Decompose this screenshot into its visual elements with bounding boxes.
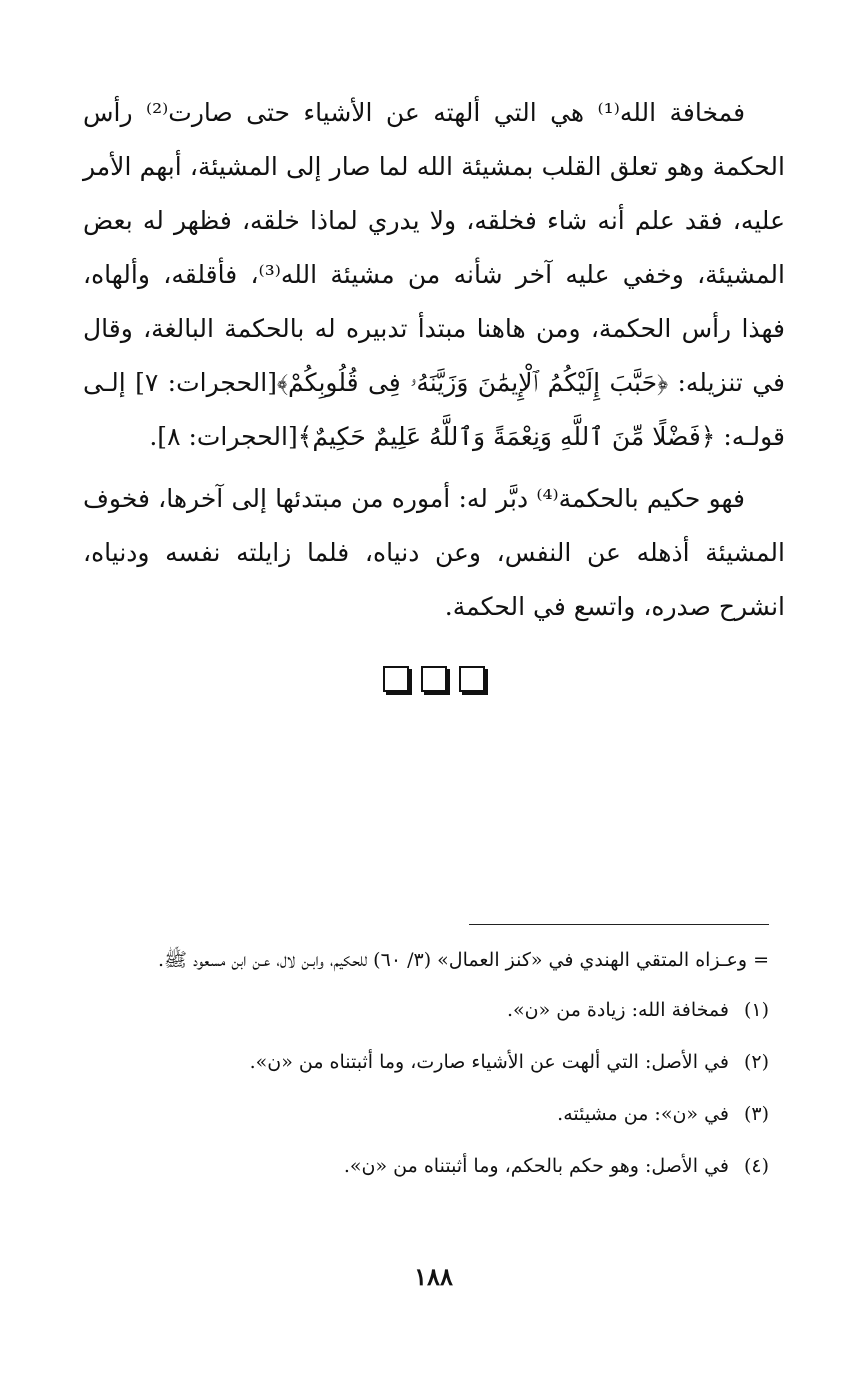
footnote-text: في الأصل: التي ألهت عن الأشياء صارت، وما أثبتناه من «ن». (249, 1051, 729, 1073)
footnote-number: (٤) (743, 1155, 769, 1177)
footnote-number: (١) (743, 999, 769, 1021)
footnote-continuation: = وعـزاه المتقي الهندي في «كنز العمال» (٣/ ٦٠) للحكيم، وابـن لال، عـن ابن مسعود ﷺ. (157, 949, 769, 971)
footnote-number: (٣) (743, 1103, 769, 1125)
footnote-item (89, 1096, 769, 1132)
ornament-square-icon (421, 666, 447, 692)
footnote-item (89, 992, 769, 1028)
ornament-square-icon (383, 666, 409, 692)
footnote-text: في الأصل: وهو حكم بالحكم، وما أثبتناه من «ن». (343, 1155, 729, 1177)
main-text (83, 86, 785, 634)
ornament-square-icon (459, 666, 485, 692)
paragraph-1: فمخافة الله⁽¹⁾ هي التي ألهته عن الأشياء حتى صارت⁽²⁾ رأس الحكمة وهو تعلق القلب بمشيئة الله لما صار إلى المشيئة، أبهم الأمر عليه، فقد علم أنه شاء فخلقه، ولا يدري لماذا خلقه، فظهر له بعض المشيئة، وخفي عليه آخر شأنه من مشيئة الله⁽³⁾، فأقلقه، وألهاه، فهذا رأس الحكمة، ومن هاهنا مبتدأ تدبيره له بالحكمة البالغة، وقال في تنزيله: ﴿حَبَّبَ إِلَيْكُمُ ٱلْإِيمَٰنَ وَزَيَّنَهُۥ فِى قُلُوبِكُمْ﴾[الحجرات: ٧] إلـى قولـه: ﴿فَضْلًا مِّنَ ٱللَّهِ وَنِعْمَةً وَٱللَّهُ عَلِيمٌ حَكِيمٌ﴾[الحجرات: ٨]. (83, 98, 785, 451)
footnote-item (89, 1044, 769, 1080)
footnote-text: في «ن»: من مشيئته. (557, 1103, 729, 1125)
footnote-text: فمخافة الله: زيادة من «ن». (506, 999, 729, 1021)
footnote-item (89, 1148, 769, 1184)
footnote-number: (٢) (743, 1051, 769, 1073)
page-number: ١٨٨ (414, 1262, 453, 1291)
paragraph-2: فهو حكيم بالحكمة⁽⁴⁾ دبَّر له: أموره من مبتدئها إلى آخرها، فخوف المشيئة أذهله عن النفس، وعن دنياه، فلما زايلته نفسه ودنياه، انشرح صدره، واتسع في الحكمة. (83, 484, 785, 621)
footnote-separator (469, 924, 769, 925)
section-divider-ornament (0, 666, 867, 692)
footnotes (89, 942, 769, 1200)
